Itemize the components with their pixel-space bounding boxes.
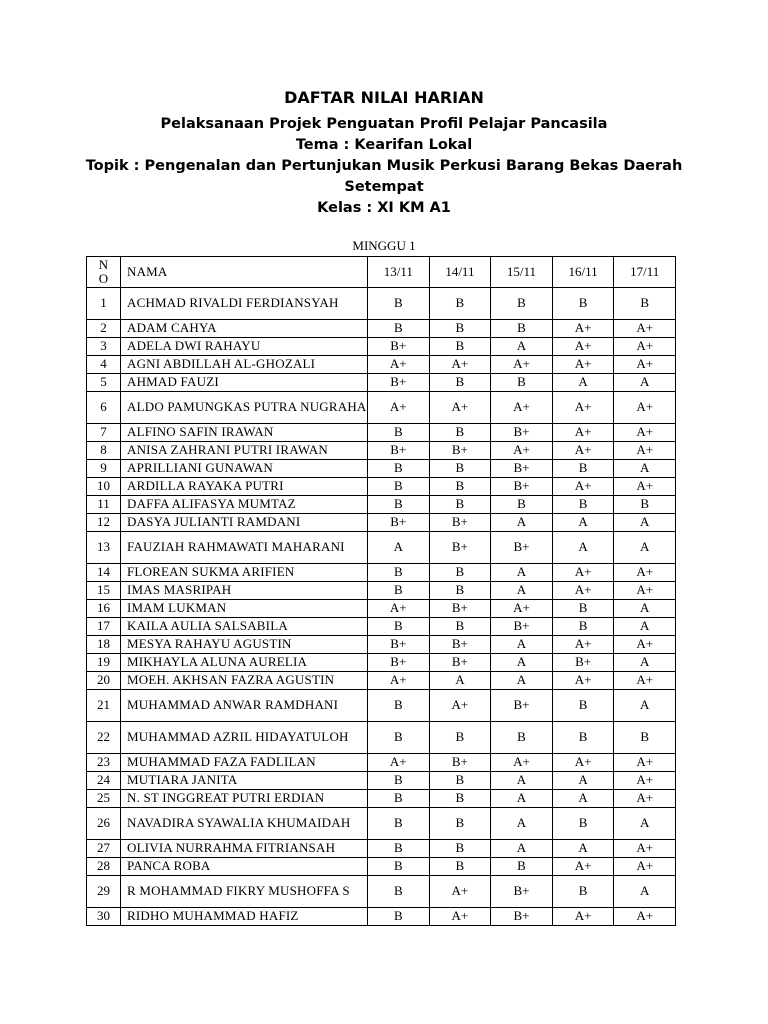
grade-cell: B+ [491, 532, 553, 564]
row-number: 3 [87, 338, 121, 356]
grade-cell: B [368, 496, 430, 514]
document-subtitle: Pelaksanaan Projek Penguatan Profil Pelajar Pancasila [160, 116, 608, 132]
document-title: DAFTAR NILAI HARIAN [284, 88, 484, 107]
table-row [87, 722, 676, 754]
grade-cell: A+ [614, 672, 676, 690]
grade-cell: A [491, 582, 553, 600]
row-number: 24 [87, 772, 121, 790]
grade-cell: B+ [429, 636, 491, 654]
row-number: 5 [87, 374, 121, 392]
grade-cell: A+ [552, 392, 614, 424]
grade-cell: A [614, 690, 676, 722]
grade-cell: B+ [429, 654, 491, 672]
grade-cell: A [491, 564, 553, 582]
row-number: 16 [87, 600, 121, 618]
grade-cell: A+ [552, 356, 614, 374]
header-date: 15/11 [491, 257, 553, 288]
grade-cell: B+ [429, 600, 491, 618]
grade-cell: A+ [614, 392, 676, 424]
grade-cell: A [552, 790, 614, 808]
grade-cell: B [429, 374, 491, 392]
table-row [87, 636, 676, 654]
grade-cell: B [368, 772, 430, 790]
grade-cell: A+ [614, 858, 676, 876]
student-name: APRILLIANI GUNAWAN [121, 460, 368, 478]
table-row [87, 338, 676, 356]
grade-cell: A+ [614, 356, 676, 374]
row-number: 27 [87, 840, 121, 858]
week-label: MINGGU 1 [352, 238, 416, 253]
row-number: 12 [87, 514, 121, 532]
table-row [87, 600, 676, 618]
header-no: N O [87, 257, 121, 288]
row-number: 25 [87, 790, 121, 808]
grade-cell: A+ [429, 690, 491, 722]
row-number: 26 [87, 808, 121, 840]
grade-cell: B [429, 722, 491, 754]
grade-cell: B [368, 840, 430, 858]
student-name: OLIVIA NURRAHMA FITRIANSAH [121, 840, 368, 858]
grade-cell: B+ [368, 636, 430, 654]
table-row [87, 320, 676, 338]
table-row [87, 772, 676, 790]
grade-cell: A+ [368, 392, 430, 424]
row-number: 28 [87, 858, 121, 876]
grade-cell: A+ [491, 442, 553, 460]
grade-cell: B [491, 288, 553, 320]
grade-cell: B [491, 320, 553, 338]
grade-cell: B [368, 320, 430, 338]
table-row [87, 754, 676, 772]
table-row [87, 564, 676, 582]
student-name: RIDHO MUHAMMAD HAFIZ [121, 908, 368, 926]
grade-cell: A+ [552, 636, 614, 654]
grade-cell: A [491, 514, 553, 532]
grade-cell: A [552, 772, 614, 790]
grade-cell: B [368, 478, 430, 496]
header-date: 16/11 [552, 257, 614, 288]
grade-cell: B+ [368, 442, 430, 460]
student-name: DAFFA ALIFASYA MUMTAZ [121, 496, 368, 514]
grade-cell: A [552, 514, 614, 532]
grade-cell: B [429, 320, 491, 338]
table-row [87, 840, 676, 858]
student-name: MIKHAYLA ALUNA AURELIA [121, 654, 368, 672]
grade-cell: B [368, 908, 430, 926]
grade-cell: B+ [429, 754, 491, 772]
grade-cell: A+ [429, 392, 491, 424]
grade-cell: A [552, 840, 614, 858]
grade-cell: B [614, 496, 676, 514]
grade-cell: A+ [614, 442, 676, 460]
document-topic: Topik : Pengenalan dan Pertunjukan Musik Perkusi Barang Bekas Daerah Setempat [85, 158, 683, 195]
grade-cell: A [614, 460, 676, 478]
student-name: ANISA ZAHRANI PUTRI IRAWAN [121, 442, 368, 460]
grade-cell: A [614, 514, 676, 532]
grade-cell: A+ [552, 320, 614, 338]
grade-cell: B+ [491, 690, 553, 722]
row-number: 4 [87, 356, 121, 374]
grade-cell: A+ [614, 478, 676, 496]
grade-cell: A+ [552, 564, 614, 582]
grade-cell: B [429, 858, 491, 876]
grade-cell: A [491, 808, 553, 840]
grade-cell: B [552, 460, 614, 478]
grade-cell: A [491, 790, 553, 808]
student-name: ADAM CAHYA [121, 320, 368, 338]
grade-cell: B+ [491, 618, 553, 636]
grade-cell: A [614, 654, 676, 672]
row-number: 29 [87, 876, 121, 908]
row-number: 30 [87, 908, 121, 926]
grade-cell: A+ [614, 908, 676, 926]
grade-cell: B [614, 722, 676, 754]
grade-cell: B [368, 424, 430, 442]
grade-cell: A+ [368, 672, 430, 690]
row-number: 7 [87, 424, 121, 442]
grade-cell: A+ [552, 582, 614, 600]
grade-cell: A+ [552, 478, 614, 496]
grade-cell: A+ [552, 424, 614, 442]
grade-cell: B [491, 496, 553, 514]
row-number: 18 [87, 636, 121, 654]
grade-cell: B+ [491, 424, 553, 442]
grade-cell: A [614, 374, 676, 392]
grade-cell: B [429, 338, 491, 356]
row-number: 13 [87, 532, 121, 564]
student-name: MUHAMMAD FAZA FADLILAN [121, 754, 368, 772]
table-row [87, 908, 676, 926]
header-date: 13/11 [368, 257, 430, 288]
row-number: 8 [87, 442, 121, 460]
grade-cell: B+ [429, 514, 491, 532]
student-name: KAILA AULIA SALSABILA [121, 618, 368, 636]
grade-cell: B [429, 496, 491, 514]
table-row [87, 392, 676, 424]
grade-cell: B [368, 858, 430, 876]
student-name: ACHMAD RIVALDI FERDIANSYAH [121, 288, 368, 320]
grade-cell: B [552, 808, 614, 840]
grade-cell: A+ [368, 600, 430, 618]
document-class: Kelas : XI KM A1 [317, 200, 451, 216]
table-row [87, 496, 676, 514]
grade-cell: A+ [491, 754, 553, 772]
row-number: 15 [87, 582, 121, 600]
student-name: ALDO PAMUNGKAS PUTRA NUGRAHA [121, 392, 368, 424]
student-name: MOEH. AKHSAN FAZRA AGUSTIN [121, 672, 368, 690]
grade-cell: A [368, 532, 430, 564]
grade-cell: A+ [429, 356, 491, 374]
grade-cell: B [368, 808, 430, 840]
grade-cell: A+ [614, 754, 676, 772]
grade-cell: B [368, 564, 430, 582]
row-number: 19 [87, 654, 121, 672]
grade-cell: A [491, 840, 553, 858]
table-row [87, 356, 676, 374]
grade-cell: B [429, 618, 491, 636]
table-row [87, 532, 676, 564]
grade-cell: B [368, 690, 430, 722]
grade-cell: B [491, 374, 553, 392]
row-number: 1 [87, 288, 121, 320]
table-row [87, 790, 676, 808]
row-number: 2 [87, 320, 121, 338]
grade-cell: B+ [491, 460, 553, 478]
grade-cell: B [429, 808, 491, 840]
grade-cell: A [614, 600, 676, 618]
grade-cell: B [552, 618, 614, 636]
table-row [87, 582, 676, 600]
student-name: NAVADIRA SYAWALIA KHUMAIDAH [121, 808, 368, 840]
grade-cell: B [614, 288, 676, 320]
grade-cell: B [429, 424, 491, 442]
row-number: 20 [87, 672, 121, 690]
student-name: IMAM LUKMAN [121, 600, 368, 618]
row-number: 10 [87, 478, 121, 496]
grade-cell: A+ [368, 754, 430, 772]
grade-cell: B+ [491, 478, 553, 496]
grade-cell: B [429, 478, 491, 496]
grade-cell: A+ [614, 772, 676, 790]
student-name: FAUZIAH RAHMAWATI MAHARANI [121, 532, 368, 564]
grade-cell: B [368, 288, 430, 320]
row-number: 6 [87, 392, 121, 424]
grade-cell: A+ [491, 392, 553, 424]
table-row [87, 374, 676, 392]
grade-cell: A [614, 532, 676, 564]
student-name: AGNI ABDILLAH AL-GHOZALI [121, 356, 368, 374]
student-name: AHMAD FAUZI [121, 374, 368, 392]
grade-cell: B [552, 288, 614, 320]
document-theme: Tema : Kearifan Lokal [295, 137, 473, 153]
grade-cell: A+ [552, 442, 614, 460]
grade-cell: B [368, 722, 430, 754]
grade-cell: B+ [368, 514, 430, 532]
grade-cell: B [368, 460, 430, 478]
grade-cell: B [368, 582, 430, 600]
row-number: 17 [87, 618, 121, 636]
student-name: ALFINO SAFIN IRAWAN [121, 424, 368, 442]
table-row [87, 876, 676, 908]
grade-cell: B [429, 288, 491, 320]
grade-cell: B [552, 722, 614, 754]
student-name: ADELA DWI RAHAYU [121, 338, 368, 356]
grade-cell: B [429, 772, 491, 790]
header-name: NAMA [121, 257, 368, 288]
grade-cell: A+ [614, 338, 676, 356]
row-number: 9 [87, 460, 121, 478]
student-name: PANCA ROBA [121, 858, 368, 876]
student-name: DASYA JULIANTI RAMDANI [121, 514, 368, 532]
grade-cell: A+ [614, 636, 676, 654]
grade-cell: B+ [429, 442, 491, 460]
grade-cell: B [429, 460, 491, 478]
table-body [87, 288, 676, 926]
table-row [87, 288, 676, 320]
grade-cell: A+ [368, 356, 430, 374]
table-row [87, 618, 676, 636]
grade-cell: B [429, 564, 491, 582]
grade-cell: A [614, 808, 676, 840]
grade-cell: A+ [614, 840, 676, 858]
row-number: 22 [87, 722, 121, 754]
student-name: MUHAMMAD AZRIL HIDAYATULOH [121, 722, 368, 754]
grade-cell: B+ [491, 908, 553, 926]
grade-cell: B [491, 722, 553, 754]
student-name: FLOREAN SUKMA ARIFIEN [121, 564, 368, 582]
grade-cell: A+ [614, 564, 676, 582]
student-name: MUHAMMAD ANWAR RAMDHANI [121, 690, 368, 722]
grade-cell: B [368, 876, 430, 908]
student-name: IMAS MASRIPAH [121, 582, 368, 600]
grade-cell: A+ [491, 600, 553, 618]
grade-cell: B [368, 790, 430, 808]
grade-cell: A+ [491, 356, 553, 374]
grade-cell: B+ [491, 876, 553, 908]
grade-cell: A [491, 636, 553, 654]
student-name: R MOHAMMAD FIKRY MUSHOFFA S [121, 876, 368, 908]
table-header-row [87, 257, 676, 288]
grade-cell: A [552, 532, 614, 564]
grade-cell: A [491, 772, 553, 790]
table-row [87, 672, 676, 690]
grade-cell: B [552, 496, 614, 514]
table-row [87, 442, 676, 460]
student-name: MESYA RAHAYU AGUSTIN [121, 636, 368, 654]
grade-cell: B+ [368, 374, 430, 392]
grade-cell: B [552, 876, 614, 908]
student-name: N. ST INGGREAT PUTRI ERDIAN [121, 790, 368, 808]
grade-cell: A [491, 672, 553, 690]
grade-cell: A [614, 618, 676, 636]
student-name: ARDILLA RAYAKA PUTRI [121, 478, 368, 496]
grade-cell: A [552, 374, 614, 392]
grade-cell: A+ [552, 338, 614, 356]
grade-cell: B [552, 600, 614, 618]
grade-cell: A+ [614, 790, 676, 808]
header-date: 17/11 [614, 257, 676, 288]
table-row [87, 654, 676, 672]
table-row [87, 690, 676, 722]
grade-cell: A [429, 672, 491, 690]
row-number: 14 [87, 564, 121, 582]
row-number: 21 [87, 690, 121, 722]
grade-cell: B+ [552, 654, 614, 672]
grade-cell: A+ [552, 672, 614, 690]
grade-cell: A [614, 876, 676, 908]
header-date: 14/11 [429, 257, 491, 288]
grade-cell: B [429, 790, 491, 808]
grade-cell: A+ [614, 424, 676, 442]
grade-cell: B+ [368, 654, 430, 672]
table-row [87, 424, 676, 442]
grade-cell: A+ [429, 908, 491, 926]
grade-cell: B [429, 840, 491, 858]
row-number: 11 [87, 496, 121, 514]
grade-cell: B+ [429, 532, 491, 564]
grade-cell: A [491, 654, 553, 672]
grade-cell: B [491, 858, 553, 876]
grade-cell: B [552, 690, 614, 722]
grade-cell: B [429, 582, 491, 600]
grade-cell: B+ [368, 338, 430, 356]
grade-cell: B [368, 618, 430, 636]
grade-cell: A+ [429, 876, 491, 908]
grade-cell: A+ [552, 858, 614, 876]
table-row [87, 808, 676, 840]
table-row [87, 514, 676, 532]
student-name: MUTIARA JANITA [121, 772, 368, 790]
grade-cell: A+ [552, 908, 614, 926]
table-row [87, 460, 676, 478]
grade-cell: A+ [552, 754, 614, 772]
grade-cell: A [491, 338, 553, 356]
grade-cell: A+ [614, 582, 676, 600]
row-number: 23 [87, 754, 121, 772]
grade-cell: A+ [614, 320, 676, 338]
grades-table [86, 256, 676, 926]
table-row [87, 478, 676, 496]
table-row [87, 858, 676, 876]
